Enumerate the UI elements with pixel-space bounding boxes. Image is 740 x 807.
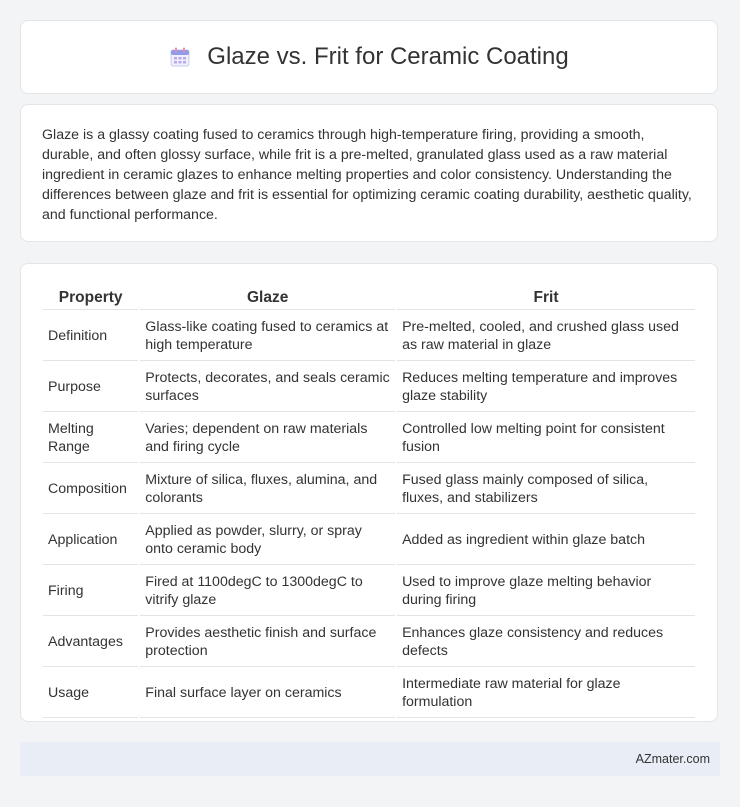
- row-property: Purpose: [43, 363, 138, 412]
- row-glaze: Applied as powder, slurry, or spray onto ceramic body: [140, 516, 395, 565]
- row-glaze: Final surface layer on ceramics: [140, 669, 395, 718]
- comparison-table: [41, 284, 697, 720]
- column-header-property: Property: [43, 286, 138, 310]
- footer-brand-link[interactable]: AZmater.com: [635, 752, 710, 766]
- row-frit: Intermediate raw material for glaze formulation: [397, 669, 695, 718]
- row-frit: Used to improve glaze melting behavior during firing: [397, 567, 695, 616]
- comparison-card: [20, 263, 718, 722]
- table-row: [43, 618, 695, 667]
- row-property: Composition: [43, 465, 138, 514]
- row-frit: Pre-melted, cooled, and crushed glass used as raw material in glaze: [397, 312, 695, 361]
- table-row: [43, 669, 695, 718]
- row-glaze: Glass-like coating fused to ceramics at high temperature: [140, 312, 395, 361]
- row-frit: Added as ingredient within glaze batch: [397, 516, 695, 565]
- table-header-row: [43, 286, 695, 310]
- row-frit: Controlled low melting point for consistent fusion: [397, 414, 695, 463]
- row-property: Firing: [43, 567, 138, 616]
- row-frit: Fused glass mainly composed of silica, fluxes, and stabilizers: [397, 465, 695, 514]
- table-row: [43, 312, 695, 361]
- row-property: Advantages: [43, 618, 138, 667]
- column-header-glaze: Glaze: [140, 286, 395, 310]
- calendar-icon: [169, 46, 191, 68]
- table-row: [43, 465, 695, 514]
- table-row: [43, 516, 695, 565]
- row-frit: Enhances glaze consistency and reduces defects: [397, 618, 695, 667]
- intro-card: [20, 104, 718, 242]
- row-property: Application: [43, 516, 138, 565]
- row-glaze: Varies; dependent on raw materials and firing cycle: [140, 414, 395, 463]
- table-row: [43, 414, 695, 463]
- row-glaze: Fired at 1100degC to 1300degC to vitrify glaze: [140, 567, 395, 616]
- footer: [20, 742, 720, 776]
- page-title: Glaze vs. Frit for Ceramic Coating: [207, 43, 569, 70]
- intro-text: Glaze is a glassy coating fused to ceramics through high-temperature firing, providing a smooth, durable, and often glossy surface, while frit is a pre-melted, granulated glass used as a raw material ingredient in ceramic glazes to enhance melting properties and color consistency. Understanding the differences between glaze and frit is essential for optimizing ceramic coating durability, aesthetic quality, and functional performance.: [42, 127, 692, 223]
- header-card: [20, 20, 718, 94]
- row-property: Definition: [43, 312, 138, 361]
- column-header-frit: Frit: [397, 286, 695, 310]
- row-frit: Reduces melting temperature and improves glaze stability: [397, 363, 695, 412]
- row-property: Usage: [43, 669, 138, 718]
- table-row: [43, 363, 695, 412]
- row-glaze: Mixture of silica, fluxes, alumina, and colorants: [140, 465, 395, 514]
- row-glaze: Provides aesthetic finish and surface protection: [140, 618, 395, 667]
- row-property: Melting Range: [43, 414, 138, 463]
- row-glaze: Protects, decorates, and seals ceramic surfaces: [140, 363, 395, 412]
- table-row: [43, 567, 695, 616]
